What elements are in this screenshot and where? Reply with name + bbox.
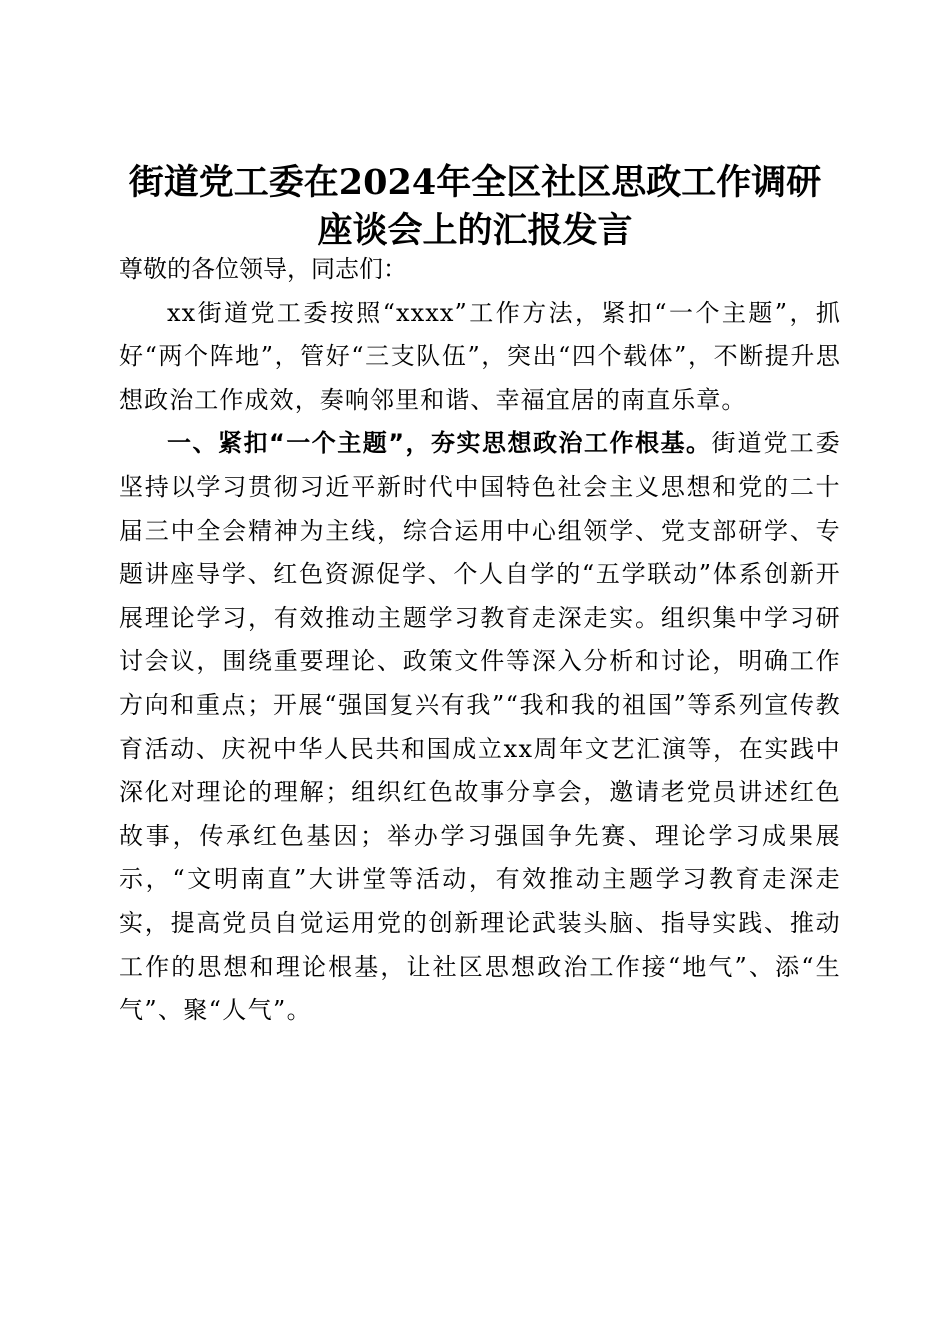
section-1-paragraph <box>119 422 841 1032</box>
document-title <box>100 159 850 255</box>
title-line-2: 座谈会上的汇报发言 <box>317 210 633 252</box>
salutation: 尊敬的各位领导，同志们： <box>119 255 407 283</box>
section-1-heading: 一、紧扣“一个主题”，夯实思想政治工作根基。 <box>167 429 712 458</box>
document-body <box>119 248 841 1033</box>
section-1-body: 街道党工委坚持以学习贯彻习近平新时代中国特色社会主义思想和党的二十届三中全会精神为主线，综合运用中心组领学、党支部研学、专题讲座导学、红色资源促学、个人自学的“五学联动”体系创新开展理论学习，有效推动主题学习教育走深走实。组织集中学习研讨会议，围绕重要理论、政策文件等深入分析和讨论，明确工作方向和重点；开展“强国复兴有我”“我和我的祖国”等系列宣传教育活动、庆祝中华人民共和国成立xx周年文艺汇演等，在实践中深化对理论的理解；组织红色故事分享会，邀请老党员讲述红色故事，传承红色基因；举办学习强国争先赛、理论学习成果展示，“文明南直”大讲堂等活动，有效推动主题学习教育走深走实，提高党员自觉运用党的创新理论武装头脑、指导实践、推动工作的思想和理论根基，让社区思想政治工作接“地气”、添“生气”、聚“人气”。 <box>119 429 842 1025</box>
intro-paragraph: xx街道党工委按照“xxxx”工作方法，紧扣“一个主题”，抓好“两个阵地”，管好“三支队伍”，突出“四个载体”，不断提升思想政治工作成效，奏响邻里和谐、幸福宜居的南直乐章。 <box>119 298 841 414</box>
title-line-1: 街道党工委在2024年全区社区思政工作调研 <box>128 162 822 204</box>
